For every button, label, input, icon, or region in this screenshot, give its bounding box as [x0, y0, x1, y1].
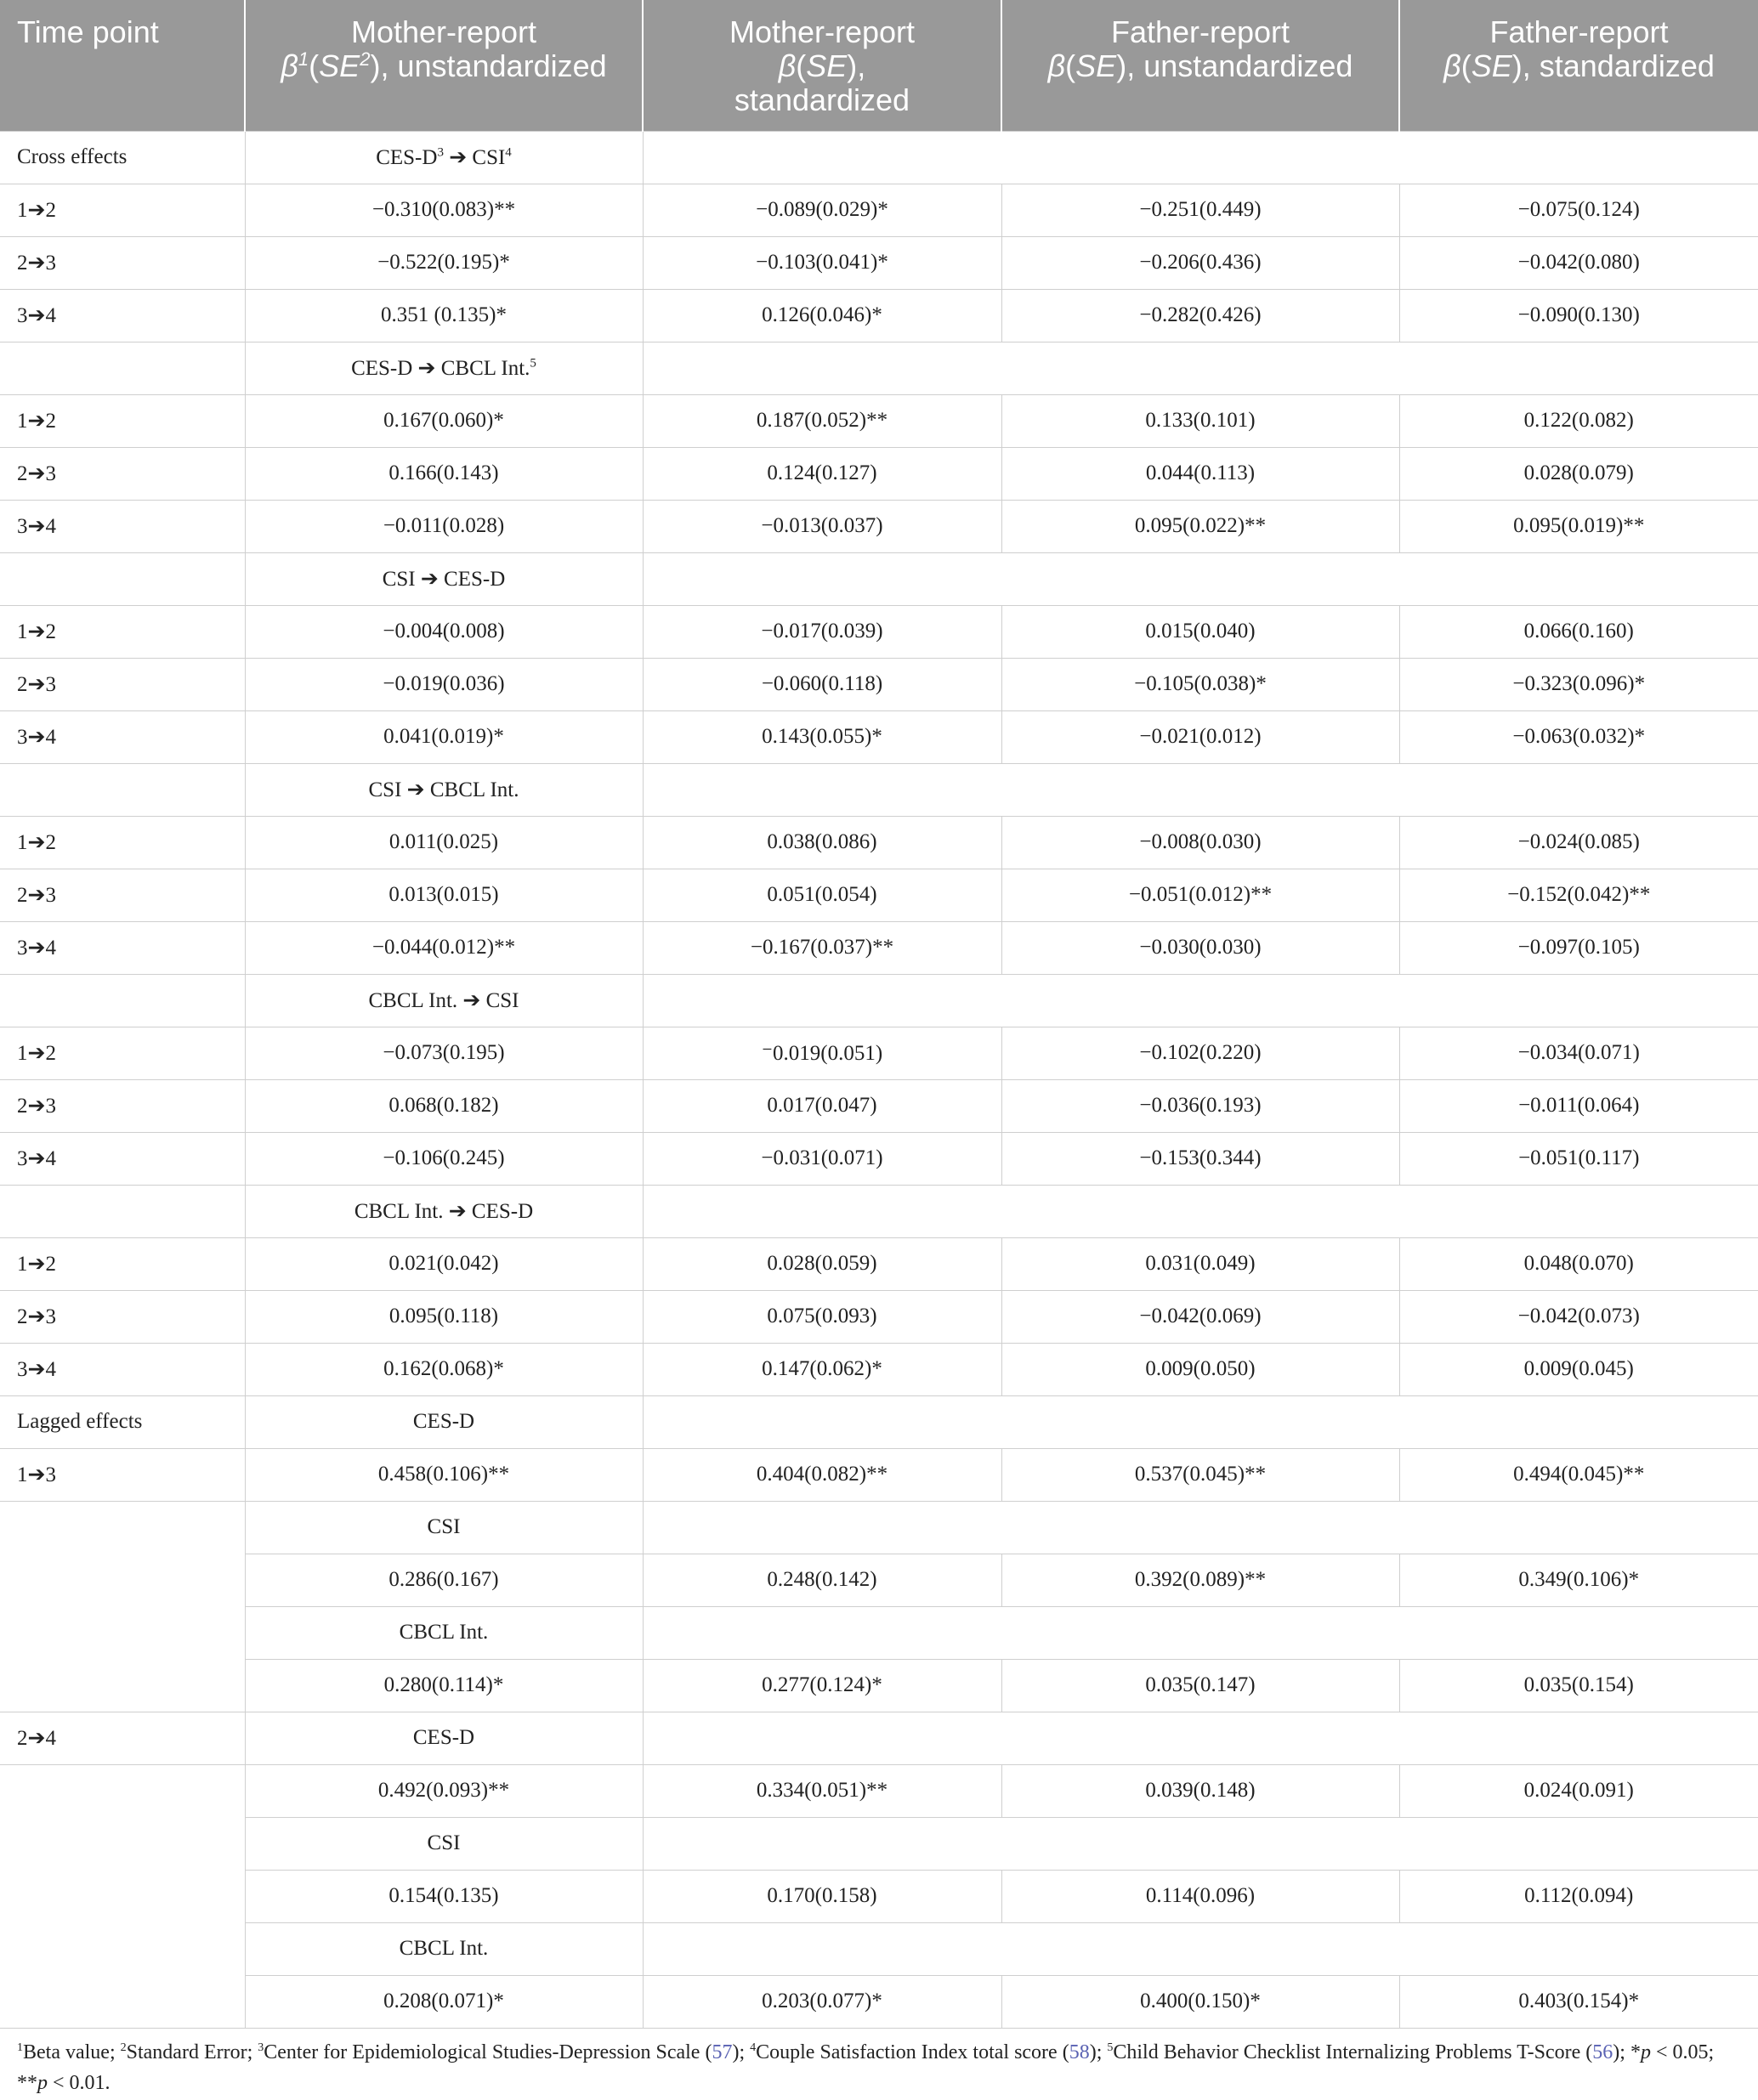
value-cell: 0.095(0.019)** — [1399, 500, 1758, 552]
value-cell: 0.154(0.135) — [245, 1870, 643, 1922]
value-cell: −0.017(0.039) — [643, 605, 1001, 658]
table-row — [0, 500, 1758, 552]
table-row — [0, 1290, 1758, 1343]
value-cell: 0.013(0.015) — [245, 869, 643, 921]
value-cell: 0.400(0.150)* — [1001, 1975, 1399, 2028]
value-cell: 0.031(0.049) — [1001, 1237, 1399, 1290]
section-title: CSI — [245, 1501, 643, 1554]
value-cell: 0.095(0.118) — [245, 1290, 643, 1343]
section-title: CSI — [245, 1817, 643, 1870]
value-cell: 0.351 (0.135)* — [245, 289, 643, 342]
table-row — [0, 869, 1758, 921]
table-row — [0, 710, 1758, 763]
value-cell: 0.458(0.106)** — [245, 1448, 643, 1501]
value-cell: 0.166(0.143) — [245, 447, 643, 500]
value-cell: 0.009(0.045) — [1399, 1343, 1758, 1395]
value-cell: 0.051(0.054) — [643, 869, 1001, 921]
value-cell: −0.522(0.195)* — [245, 236, 643, 289]
header-time-point: Time point — [0, 0, 245, 131]
value-cell: −0.153(0.344) — [1001, 1132, 1399, 1185]
section-label: Lagged effects — [0, 1395, 245, 1448]
value-cell: 0.286(0.167) — [245, 1554, 643, 1606]
value-cell: 0.028(0.059) — [643, 1237, 1001, 1290]
value-cell: 0.035(0.154) — [1399, 1659, 1758, 1712]
table-row — [0, 1554, 1758, 1606]
value-cell: −0.089(0.029)* — [643, 184, 1001, 236]
table-row — [0, 236, 1758, 289]
value-cell: −0.103(0.041)* — [643, 236, 1001, 289]
section-title: CBCL Int. — [245, 1922, 643, 1975]
time-point-cell: 2➔3 — [0, 658, 245, 710]
table-row — [0, 1448, 1758, 1501]
value-cell: 0.494(0.045)** — [1399, 1448, 1758, 1501]
value-cell: 0.492(0.093)** — [245, 1764, 643, 1817]
value-cell: −0.044(0.012)** — [245, 921, 643, 974]
section-label — [0, 763, 245, 816]
section-spacer — [643, 974, 1758, 1027]
value-cell: 0.028(0.079) — [1399, 447, 1758, 500]
value-cell: 0.112(0.094) — [1399, 1870, 1758, 1922]
header-father-standardized: Father-report β(SE), standardized — [1399, 0, 1758, 131]
table-row — [0, 1975, 1758, 2028]
value-cell: 0.122(0.082) — [1399, 394, 1758, 447]
value-cell: 0.017(0.047) — [643, 1079, 1001, 1132]
time-point-cell: 3➔4 — [0, 289, 245, 342]
value-cell: 0.403(0.154)* — [1399, 1975, 1758, 2028]
value-cell: 0.124(0.127) — [643, 447, 1001, 500]
value-cell: 0.404(0.082)** — [643, 1448, 1001, 1501]
value-cell: −0.152(0.042)** — [1399, 869, 1758, 921]
value-cell: −0.042(0.069) — [1001, 1290, 1399, 1343]
header-mother-unstandardized: Mother-report $\beta^1(SE^2)$, unstandardized — [245, 0, 643, 131]
section-title: CBCL Int. — [245, 1606, 643, 1659]
table-row — [0, 394, 1758, 447]
section-spacer — [643, 131, 1758, 184]
section-spacer — [643, 342, 1758, 394]
section-label — [0, 342, 245, 394]
section-header-row — [0, 763, 1758, 816]
section-label — [0, 1185, 245, 1237]
section-title: CES-D — [245, 1712, 643, 1764]
value-cell: −0.019(0.036) — [245, 658, 643, 710]
section-title: CBCL Int. ➔ CSI — [245, 974, 643, 1027]
value-cell: −0.063(0.032)* — [1399, 710, 1758, 763]
table-row — [0, 605, 1758, 658]
time-point-cell: 1➔2 — [0, 816, 245, 869]
section-spacer — [643, 552, 1758, 605]
value-cell: 0.009(0.050) — [1001, 1343, 1399, 1395]
time-point-cell: 1➔2 — [0, 1027, 245, 1079]
section-spacer — [643, 1395, 1758, 1448]
value-cell: 0.248(0.142) — [643, 1554, 1001, 1606]
table-row — [0, 1343, 1758, 1395]
value-cell: −0.310(0.083)** — [245, 184, 643, 236]
section-spacer — [643, 1712, 1758, 1764]
section-title: CBCL Int. ➔ CES-D — [245, 1185, 643, 1237]
value-cell: 0.133(0.101) — [1001, 394, 1399, 447]
value-cell: −0.206(0.436) — [1001, 236, 1399, 289]
section-title: CSI ➔ CBCL Int. — [245, 763, 643, 816]
value-cell: −0.060(0.118) — [643, 658, 1001, 710]
value-cell: 0.147(0.062)* — [643, 1343, 1001, 1395]
time-point-cell: 1➔2 — [0, 1237, 245, 1290]
value-cell: 0.537(0.045)** — [1001, 1448, 1399, 1501]
table-row — [0, 1132, 1758, 1185]
value-cell: 0.075(0.093) — [643, 1290, 1001, 1343]
value-cell: 0.170(0.158) — [643, 1870, 1001, 1922]
value-cell: 0.048(0.070) — [1399, 1237, 1758, 1290]
time-point-cell: 1➔2 — [0, 394, 245, 447]
table-row — [0, 1237, 1758, 1290]
section-label — [0, 974, 245, 1027]
section-header-row — [0, 131, 1758, 184]
value-cell: 0.024(0.091) — [1399, 1764, 1758, 1817]
value-cell: 0.068(0.182) — [245, 1079, 643, 1132]
section-label — [0, 552, 245, 605]
time-point-cell: 2➔4 — [0, 1712, 245, 1764]
value-cell: −0.105(0.038)* — [1001, 658, 1399, 710]
time-point-cell — [0, 1501, 245, 1712]
table-row — [0, 184, 1758, 236]
value-cell: 0.392(0.089)** — [1001, 1554, 1399, 1606]
table-row — [0, 1870, 1758, 1922]
section-spacer — [643, 1606, 1758, 1659]
time-point-cell: 2➔3 — [0, 447, 245, 500]
time-point-cell: 3➔4 — [0, 500, 245, 552]
value-cell: −0.011(0.028) — [245, 500, 643, 552]
value-cell: −0.036(0.193) — [1001, 1079, 1399, 1132]
time-point-cell: 2➔3 — [0, 1079, 245, 1132]
time-point-cell: 1➔2 — [0, 184, 245, 236]
value-cell: 0.167(0.060)* — [245, 394, 643, 447]
value-cell: 0.039(0.148) — [1001, 1764, 1399, 1817]
value-cell: 0.208(0.071)* — [245, 1975, 643, 2028]
value-cell: −0.011(0.064) — [1399, 1079, 1758, 1132]
value-cell: 0.011(0.025) — [245, 816, 643, 869]
section-header-row — [0, 974, 1758, 1027]
section-header-row — [0, 1817, 1758, 1870]
time-point-cell: 1➔2 — [0, 605, 245, 658]
value-cell: 0.203(0.077)* — [643, 1975, 1001, 2028]
value-cell: −0.251(0.449) — [1001, 184, 1399, 236]
table-row — [0, 658, 1758, 710]
value-cell: −0.031(0.071) — [643, 1132, 1001, 1185]
value-cell: −0.102(0.220) — [1001, 1027, 1399, 1079]
value-cell: 0.349(0.106)* — [1399, 1554, 1758, 1606]
value-cell: 0.095(0.022)** — [1001, 500, 1399, 552]
value-cell: ⁻0.019(0.051) — [643, 1027, 1001, 1079]
table-row — [0, 447, 1758, 500]
header-mother-standardized: Mother-report β(SE), standardized — [643, 0, 1001, 131]
value-cell: −0.042(0.080) — [1399, 236, 1758, 289]
value-cell: 0.015(0.040) — [1001, 605, 1399, 658]
value-cell: 0.280(0.114)* — [245, 1659, 643, 1712]
section-spacer — [643, 763, 1758, 816]
value-cell: −0.097(0.105) — [1399, 921, 1758, 974]
value-cell: 0.277(0.124)* — [643, 1659, 1001, 1712]
table-row — [0, 1027, 1758, 1079]
value-cell: −0.073(0.195) — [245, 1027, 643, 1079]
section-header-row — [0, 1501, 1758, 1554]
reference-link-56[interactable]: 56 — [1592, 2041, 1613, 2063]
section-title: CES-D ➔ CBCL Int.$^5$ — [245, 342, 643, 394]
section-label: Cross effects — [0, 131, 245, 184]
section-header-row — [0, 1922, 1758, 1975]
value-cell: 0.038(0.086) — [643, 816, 1001, 869]
value-cell: −0.004(0.008) — [245, 605, 643, 658]
value-cell: −0.075(0.124) — [1399, 184, 1758, 236]
value-cell: 0.187(0.052)** — [643, 394, 1001, 447]
value-cell: −0.024(0.085) — [1399, 816, 1758, 869]
value-cell: 0.334(0.051)** — [643, 1764, 1001, 1817]
value-cell: −0.021(0.012) — [1001, 710, 1399, 763]
value-cell: −0.042(0.073) — [1399, 1290, 1758, 1343]
section-header-row — [0, 342, 1758, 394]
table-footnote: $^1$Beta value; $^2$Standard Error; $^3$Center for Epidemiological Studies-Depression Scale (57); $^4$Couple Satisfaction Index total score (58); $^5$Child Behavior Checklist Internalizing Problems T-Score (56); *p < 0.05; **p < 0.01. — [17, 2041, 1715, 2094]
section-title: CES-$D^3$ ➔ CSI$^4$ — [245, 131, 643, 184]
value-cell: 0.021(0.042) — [245, 1237, 643, 1290]
value-cell: 0.126(0.046)* — [643, 289, 1001, 342]
value-cell: −0.282(0.426) — [1001, 289, 1399, 342]
section-header-row — [0, 1395, 1758, 1448]
value-cell: 0.035(0.147) — [1001, 1659, 1399, 1712]
time-point-cell: 2➔3 — [0, 1290, 245, 1343]
reference-link-57[interactable]: 57 — [712, 2041, 733, 2063]
time-point-cell: 3➔4 — [0, 1132, 245, 1185]
value-cell: −0.167(0.037)** — [643, 921, 1001, 974]
value-cell: −0.030(0.030) — [1001, 921, 1399, 974]
value-cell: −0.051(0.117) — [1399, 1132, 1758, 1185]
time-point-cell: 1➔3 — [0, 1448, 245, 1501]
header-row — [0, 0, 1758, 131]
section-title: CES-D — [245, 1395, 643, 1448]
value-cell: 0.162(0.068)* — [245, 1343, 643, 1395]
section-header-row — [0, 1712, 1758, 1764]
value-cell: −0.106(0.245) — [245, 1132, 643, 1185]
value-cell: 0.114(0.096) — [1001, 1870, 1399, 1922]
table-row — [0, 289, 1758, 342]
table-row — [0, 1659, 1758, 1712]
section-spacer — [643, 1185, 1758, 1237]
value-cell: −0.090(0.130) — [1399, 289, 1758, 342]
value-cell: −0.008(0.030) — [1001, 816, 1399, 869]
table-row — [0, 1079, 1758, 1132]
value-cell: −0.051(0.012)** — [1001, 869, 1399, 921]
section-header-row — [0, 1185, 1758, 1237]
table-row — [0, 1764, 1758, 1817]
value-cell: 0.066(0.160) — [1399, 605, 1758, 658]
time-point-cell: 3➔4 — [0, 921, 245, 974]
section-title: CSI ➔ CES-D — [245, 552, 643, 605]
time-point-cell: 3➔4 — [0, 710, 245, 763]
time-point-cell: 3➔4 — [0, 1343, 245, 1395]
table-row — [0, 816, 1758, 869]
value-cell: 0.143(0.055)* — [643, 710, 1001, 763]
table-row — [0, 921, 1758, 974]
section-spacer — [643, 1501, 1758, 1554]
section-header-row — [0, 1606, 1758, 1659]
time-point-cell: 2➔3 — [0, 869, 245, 921]
header-father-unstandardized: Father-report β(SE), unstandardized — [1001, 0, 1399, 131]
time-point-cell: 2➔3 — [0, 236, 245, 289]
time-point-cell — [0, 1764, 245, 2028]
section-header-row — [0, 552, 1758, 605]
value-cell: −0.323(0.096)* — [1399, 658, 1758, 710]
value-cell: 0.044(0.113) — [1001, 447, 1399, 500]
value-cell: −0.034(0.071) — [1399, 1027, 1758, 1079]
reference-link-58[interactable]: 58 — [1069, 2041, 1090, 2063]
section-spacer — [643, 1817, 1758, 1870]
value-cell: 0.041(0.019)* — [245, 710, 643, 763]
value-cell: −0.013(0.037) — [643, 500, 1001, 552]
section-spacer — [643, 1922, 1758, 1975]
